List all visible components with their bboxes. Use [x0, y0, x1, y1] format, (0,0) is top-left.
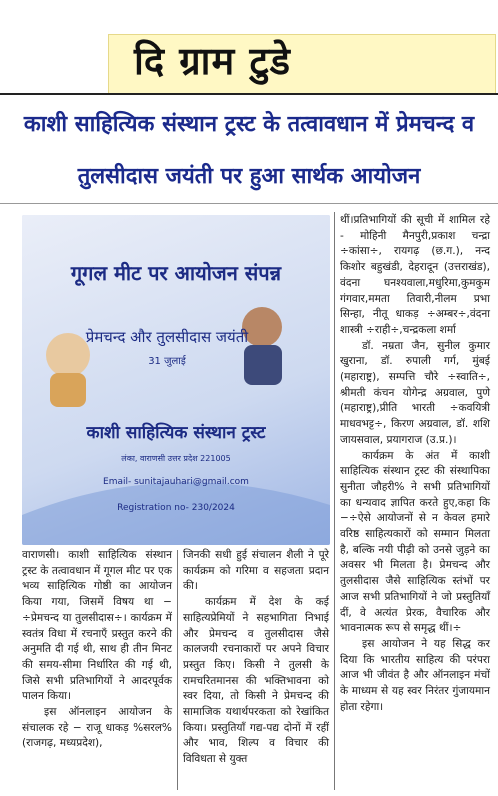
paragraph: इस ऑनलाइन आयोजन के संचालक रहे − राजू धाकड़ %सरल% (राजगढ़, मध्यप्रदेश), [22, 706, 172, 750]
article-column-middle [183, 548, 329, 768]
headline-line-1: काशी साहित्यिक संस्थान ट्रस्ट के तत्वावधान में प्रेमचन्द व [23, 112, 475, 137]
column-divider-right [334, 212, 335, 790]
banner-org: काशी साहित्यिक संस्थान ट्रस्ट [86, 423, 266, 443]
masthead [8, 6, 494, 90]
banner-date: 31 जुलाई [148, 356, 186, 367]
banner-registration: Registration no- 230/2024 [117, 503, 235, 513]
paragraph: कार्यक्रम के अंत में काशी साहित्यिक संस्थान ट्रस्ट की संस्थापिका सुनीता जौहरी% ने सभी प्रतिभागियों का धन्यवाद ज्ञापित करते हुए,कहा कि −÷ऐसे आयोजनों से न केवल हमारे वरिष्ठ साहित्यकारों को सम्मान मिलता है, बल्कि नयी पीढ़ी को उनसे जुड़ने का अवसर भी मिलता है। प्रेमचन्द और तुलसीदास जैसे साहित्यिक स्तंभों पर आज सभी प्रतिभागियों ने जो प्रस्तुतियाँ दीं, वे अत्यंत प्रेरक, वैचारिक और भावनात्मक रूप से समृद्ध थीं।÷ [340, 449, 490, 635]
column-divider-left [177, 550, 178, 790]
banner-address: लंका, वाराणसी उत्तर प्रदेश 221005 [121, 454, 231, 463]
banner-email: Email- sunitajauhari@gmail.com [103, 477, 249, 487]
paragraph: इस आयोजन ने यह सिद्ध कर दिया कि भारतीय साहित्य की परंपरा आज भी जीवंत है और ऑनलाइन मंचों के माध्यम से यह स्वर निरंतर गुंजायमान होता रहेगा। [340, 637, 490, 713]
headline-line-2: तुलसीदास जयंती पर हुआ सार्थक आयोजन [77, 164, 421, 189]
paragraph: थीं।प्रतिभागियों की सूची में शामिल रहे - मोहिनी मैनपुरी,प्रकाश चन्द्रा ÷कांसा÷, रायगढ़ (छ.ग.), नन्द किशोर बहुखंडी, देहरादून (उत्तराखंड), वंदना घनश्यवाला,मधुरिमा,कुमकुम गंगवार,ममता तिवारी,नीलम प्रभा सिन्हा, नीतू धाकड़ ÷अम्बर÷,वंदना शास्त्री ÷राही÷,चन्द्रकला शर्मा [340, 214, 490, 336]
article-column-right [340, 213, 490, 716]
newspaper-title: दि ग्राम टुडे [134, 39, 291, 83]
paragraph: कार्यक्रम में देश के कई साहित्यप्रेमियों ने सहभागिता निभाई और प्रेमचन्द व तुलसीदास जैसे कालजयी रचनाकारों पर अपने विचार प्रस्तुत किए। किसी ने तुलसी के रामचरितमानस की भक्तिभावना को स्वर दिया, तो किसी ने प्रेमचन्द की सामाजिक यथार्थपरकता को रेखांकित किया। प्रस्तुतियाँ गद्य-पद्य दोनों में रहीं और भाव, शिल्प व विचार की विविधता से युक्त [183, 596, 329, 766]
event-banner-image [22, 215, 330, 545]
banner-heading: गूगल मीट पर आयोजन संपन्न [70, 261, 282, 285]
banner-subheading: प्रेमचन्द और तुलसीदास जयंती [85, 328, 249, 346]
top-rule [0, 93, 498, 95]
article-column-left [22, 548, 172, 752]
paragraph: डॉ. नम्रता जैन, सुनील कुमार खुराना, डॉ. रुपाली गर्ग, मुंबई (महाराष्ट्र), सम्पत्ति चौरे ÷स्वाति÷, श्रीमती कंचन योगेन्द्र अग्रवाल, पुणे (महाराष्ट्र),प्रीति भारती ÷कवयित्री माधवभट्ट÷, किरण अग्रवाल, डॉ. शशि जायसवाल, प्रयागराज (उ.प्र.)। [340, 339, 490, 446]
paragraph: जिनकी सधी हुई संचालन शैली ने पूरे कार्यक्रम को गरिमा व सहजता प्रदान की। [183, 549, 329, 593]
headline-rule [0, 203, 498, 204]
paragraph: वाराणसी। काशी साहित्यिक संस्थान ट्रस्ट के तत्वावधान में गूगल मीट पर एक भव्य साहित्यिक गोष्ठी का आयोजन किया गया, जिसमें विषय था − ÷प्रेमचन्द या तुलसीदास÷। कार्यक्रम में स्वतंत्र विधा में रचनाएँ प्रस्तुत करने की अनुमति दी गई थी, साथ ही तीन मिनट की समय-सीमा निर्धारित की गई थी, जिसे सभी प्रतिभागियों ने आदरपूर्वक पालन किया। [22, 549, 172, 703]
